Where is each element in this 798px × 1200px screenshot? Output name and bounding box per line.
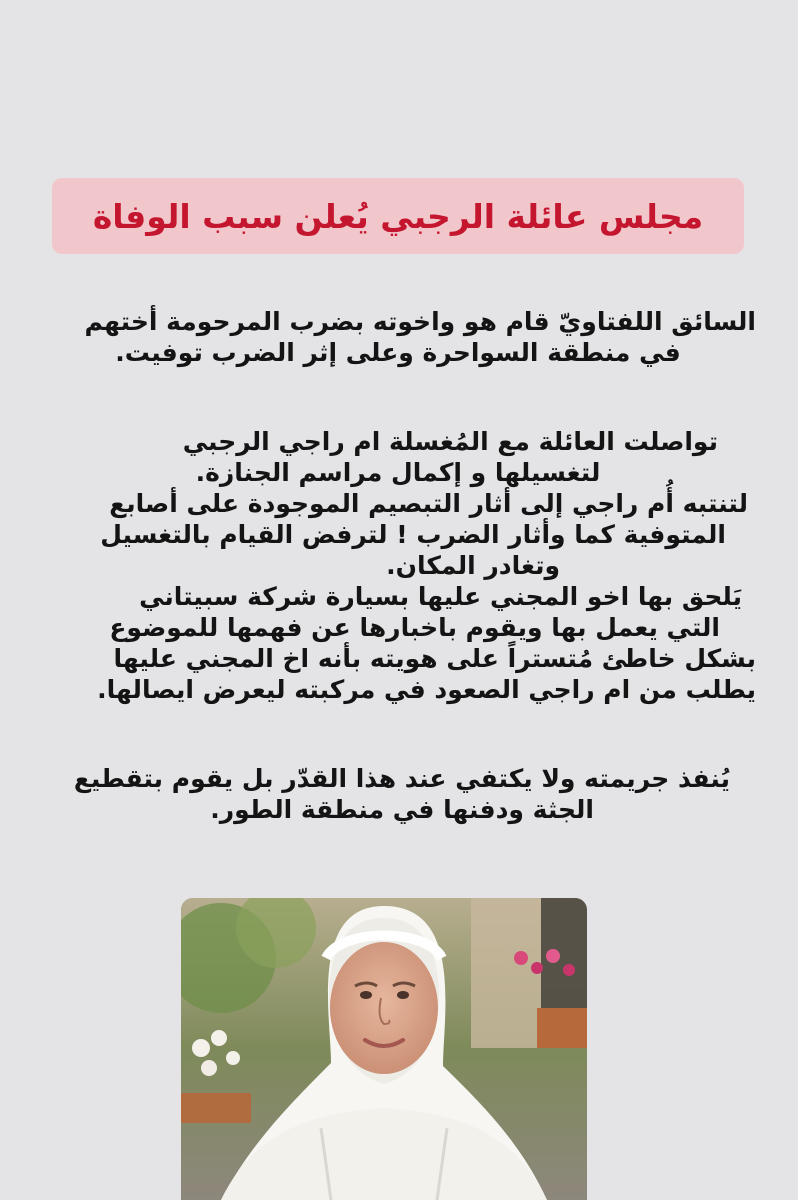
paragraph-1 [40,306,756,368]
text-line: يُنفذ جريمته ولا يكتفي عند هذا القدّر بل يقوم بتقطيع [73,764,730,793]
text-line: تواصلت العائلة مع المُغسلة ام راجي الرجبي [182,427,718,456]
text-line: السائق اللفتاويّ قام هو واخوته بضرب المرحومة أختهم [84,307,756,336]
portrait-photo [181,898,587,1200]
text-line: لتغسيلها و إكمال مراسم الجنازة. [195,458,601,487]
text-line: يطلب من ام راجي الصعود في مركبته ليعرض ايصالها. [97,675,756,704]
text-line: الجثة ودفنها في منطقة الطور. [210,795,594,824]
text-line: في منطقة السواحرة وعلى إثر الضرب توفيت. [115,338,681,367]
portrait-illustration [181,898,587,1200]
paragraph-2 [40,426,756,705]
text-line: لتنتبه أُم راجي إلى أثار التبصيم الموجودة على أصابع [109,489,748,518]
text-line: يَلحق بها اخو المجني عليها بسيارة شركة سبيتاني [139,582,742,611]
paragraph-3 [40,763,756,825]
post-body [40,306,756,825]
post-title: مجلس عائلة الرجبي يُعلن سبب الوفاة [92,196,704,236]
text-line: المتوفية كما وأثار الضرب ! لترفض القيام بالتغسيل [100,520,726,549]
text-line: وتغادر المكان. [386,551,560,580]
title-banner [52,178,744,254]
text-line: بشكل خاطئ مُتستراً على هويته بأنه اخ المجني عليها [113,644,756,673]
text-line: التي يعمل بها ويقوم باخبارها عن فهمها للموضوع [109,613,720,642]
